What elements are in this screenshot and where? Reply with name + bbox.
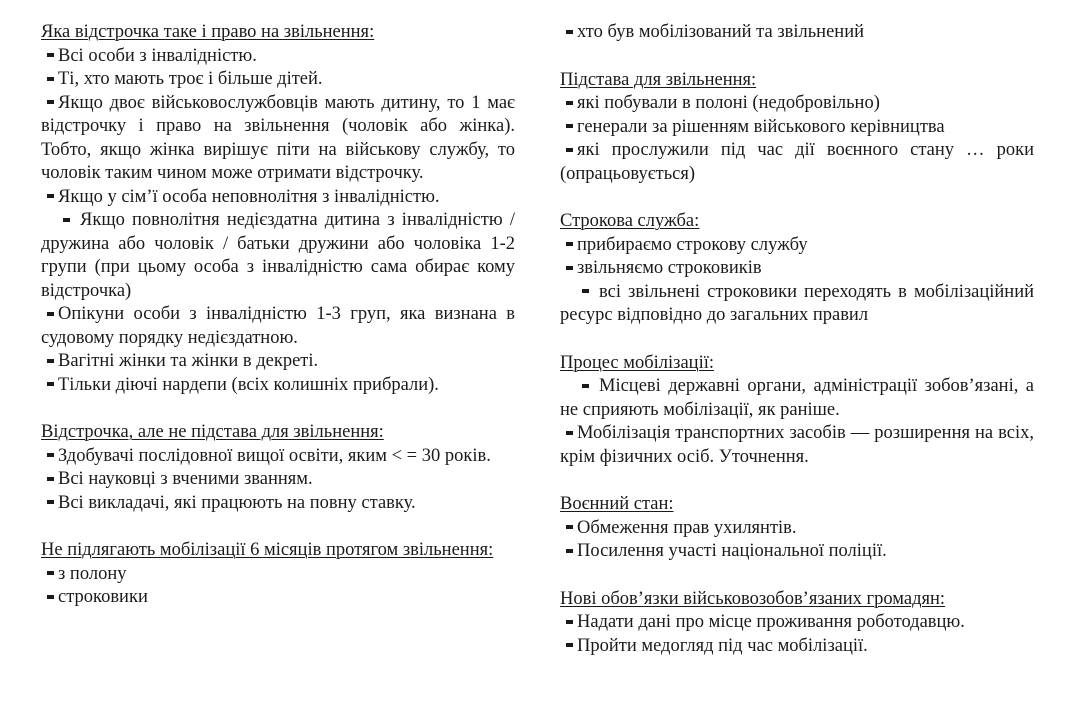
list-item: прибираємо строкову службу bbox=[560, 234, 1034, 258]
list-item: Всі викладачі, які працюють на повну ставку. bbox=[41, 492, 515, 516]
bullet-icon bbox=[566, 101, 573, 105]
bullet-icon bbox=[47, 312, 54, 316]
list-item: які побували в полоні (недобровільно) bbox=[560, 92, 1034, 116]
bullet-icon bbox=[582, 289, 589, 293]
list-item: Тільки діючі нардепи (всіх колишніх прибрали). bbox=[41, 374, 515, 398]
section-heading: Підстава для звільнення: bbox=[560, 69, 757, 90]
section-martial-law bbox=[560, 493, 1034, 564]
bullet-icon bbox=[47, 595, 54, 599]
list-item: Надати дані про місце проживання роботодавцю. bbox=[560, 611, 1034, 635]
list-item: Ті, хто мають троє і більше дітей. bbox=[41, 68, 515, 92]
bullet-icon bbox=[47, 194, 54, 198]
section-heading: Строкова служба: bbox=[560, 211, 700, 231]
list-item: Всі особи з інвалідністю. bbox=[41, 45, 515, 69]
section-heading: Нові обов’язки військовозобов’язаних громадян: bbox=[560, 588, 946, 609]
bullet-icon bbox=[47, 53, 54, 57]
bullet-icon bbox=[566, 124, 573, 128]
section-heading: Відстрочка, але не підстава для звільнення: bbox=[41, 422, 384, 442]
section-discharge-basis bbox=[560, 69, 1034, 187]
bullet-icon bbox=[47, 453, 54, 457]
bullet-icon bbox=[47, 382, 54, 386]
bullet-icon bbox=[566, 431, 573, 435]
bullet-icon bbox=[582, 384, 589, 388]
bullet-icon bbox=[47, 500, 54, 504]
bullet-icon bbox=[566, 525, 573, 529]
list-item: Здобувачі послідовної вищої освіти, яким < = 30 років. bbox=[41, 445, 515, 469]
bullet-icon bbox=[47, 359, 54, 363]
section-heading: Воєнний стан: bbox=[560, 494, 674, 514]
section-deferment-and-discharge bbox=[41, 21, 515, 397]
bullet-icon bbox=[566, 620, 573, 624]
bullet-icon bbox=[566, 549, 573, 553]
list-item: з полону bbox=[41, 563, 515, 587]
bullet-icon bbox=[47, 100, 54, 104]
section-heading: Не підлягають мобілізації 6 місяців протягом звільнення: bbox=[41, 540, 494, 560]
list-item: Якщо у сім’ї особа неповнолітня з інвалідністю. bbox=[41, 186, 515, 210]
bullet-icon bbox=[47, 77, 54, 81]
section-not-subject-to-mobilization bbox=[41, 539, 515, 610]
list-item: генерали за рішенням військового керівництва bbox=[560, 116, 1034, 140]
list-item: звільняємо строковиків bbox=[560, 257, 1034, 281]
list-item: Вагітні жінки та жінки в декреті. bbox=[41, 350, 515, 374]
bullet-icon bbox=[566, 30, 573, 34]
bullet-icon bbox=[47, 571, 54, 575]
list-item: Мобілізація транспортних засобів — розширення на всіх, крім фізичних осіб. Уточнення. bbox=[560, 423, 1034, 467]
bullet-icon bbox=[566, 148, 573, 152]
section-conscript-service bbox=[560, 210, 1034, 328]
section-heading: Яка відстрочка таке і право на звільнення: bbox=[41, 22, 375, 42]
left-column bbox=[41, 21, 515, 634]
bullet-icon bbox=[63, 218, 70, 222]
list-item: Посилення участі національної поліції. bbox=[560, 540, 1034, 564]
right-column bbox=[560, 21, 1034, 682]
section-heading: Процес мобілізації: bbox=[560, 352, 714, 373]
bullet-icon bbox=[566, 266, 573, 270]
list-item: Опікуни особи з інвалідністю 1-3 груп, яка визнана в судовому порядку недієздатною. bbox=[41, 304, 515, 348]
list-item: які прослужили під час дії воєнного стану … роки (опрацьовується) bbox=[560, 140, 1034, 184]
list-item: Якщо повнолітня недієздатна дитина з інвалідністю / дружина або чоловік / батьки дружини або чоловіка 1-2 групи (при цьому особа з інвалідністю сама обирає кому відстрочка) bbox=[41, 210, 515, 301]
section-deferment-no-discharge bbox=[41, 421, 515, 515]
list-item: всі звільнені строковики переходять в мобілізаційний ресурс відповідно до загальних правил bbox=[560, 281, 1034, 325]
bullet-icon bbox=[566, 242, 573, 246]
bullet-icon bbox=[47, 477, 54, 481]
section-new-duties bbox=[560, 588, 1034, 659]
list-item: Пройти медогляд під час мобілізації. bbox=[560, 635, 1034, 659]
list-item: Місцеві державні органи, адміністрації зобов’язані, а не сприяють мобілізації, як раніше. bbox=[560, 376, 1034, 420]
list-item: Обмеження прав ухилянтів. bbox=[560, 517, 1034, 541]
section-mobilization-process bbox=[560, 352, 1034, 470]
list-item: Якщо двоє військовослужбовців мають дитину, то 1 має відстрочку і право на звільнення (чоловік або жінка). Тобто, якщо жінка вирішує піти на військову службу, то чоловік таким чином може отримати відстрочку. bbox=[41, 92, 515, 183]
list-item: Всі науковці з вченими званням. bbox=[41, 468, 515, 492]
bullet-icon bbox=[566, 643, 573, 647]
list-item: строковики bbox=[41, 586, 515, 610]
list-item: хто був мобілізований та звільнений bbox=[560, 21, 1034, 45]
section-continuation bbox=[560, 21, 1034, 45]
